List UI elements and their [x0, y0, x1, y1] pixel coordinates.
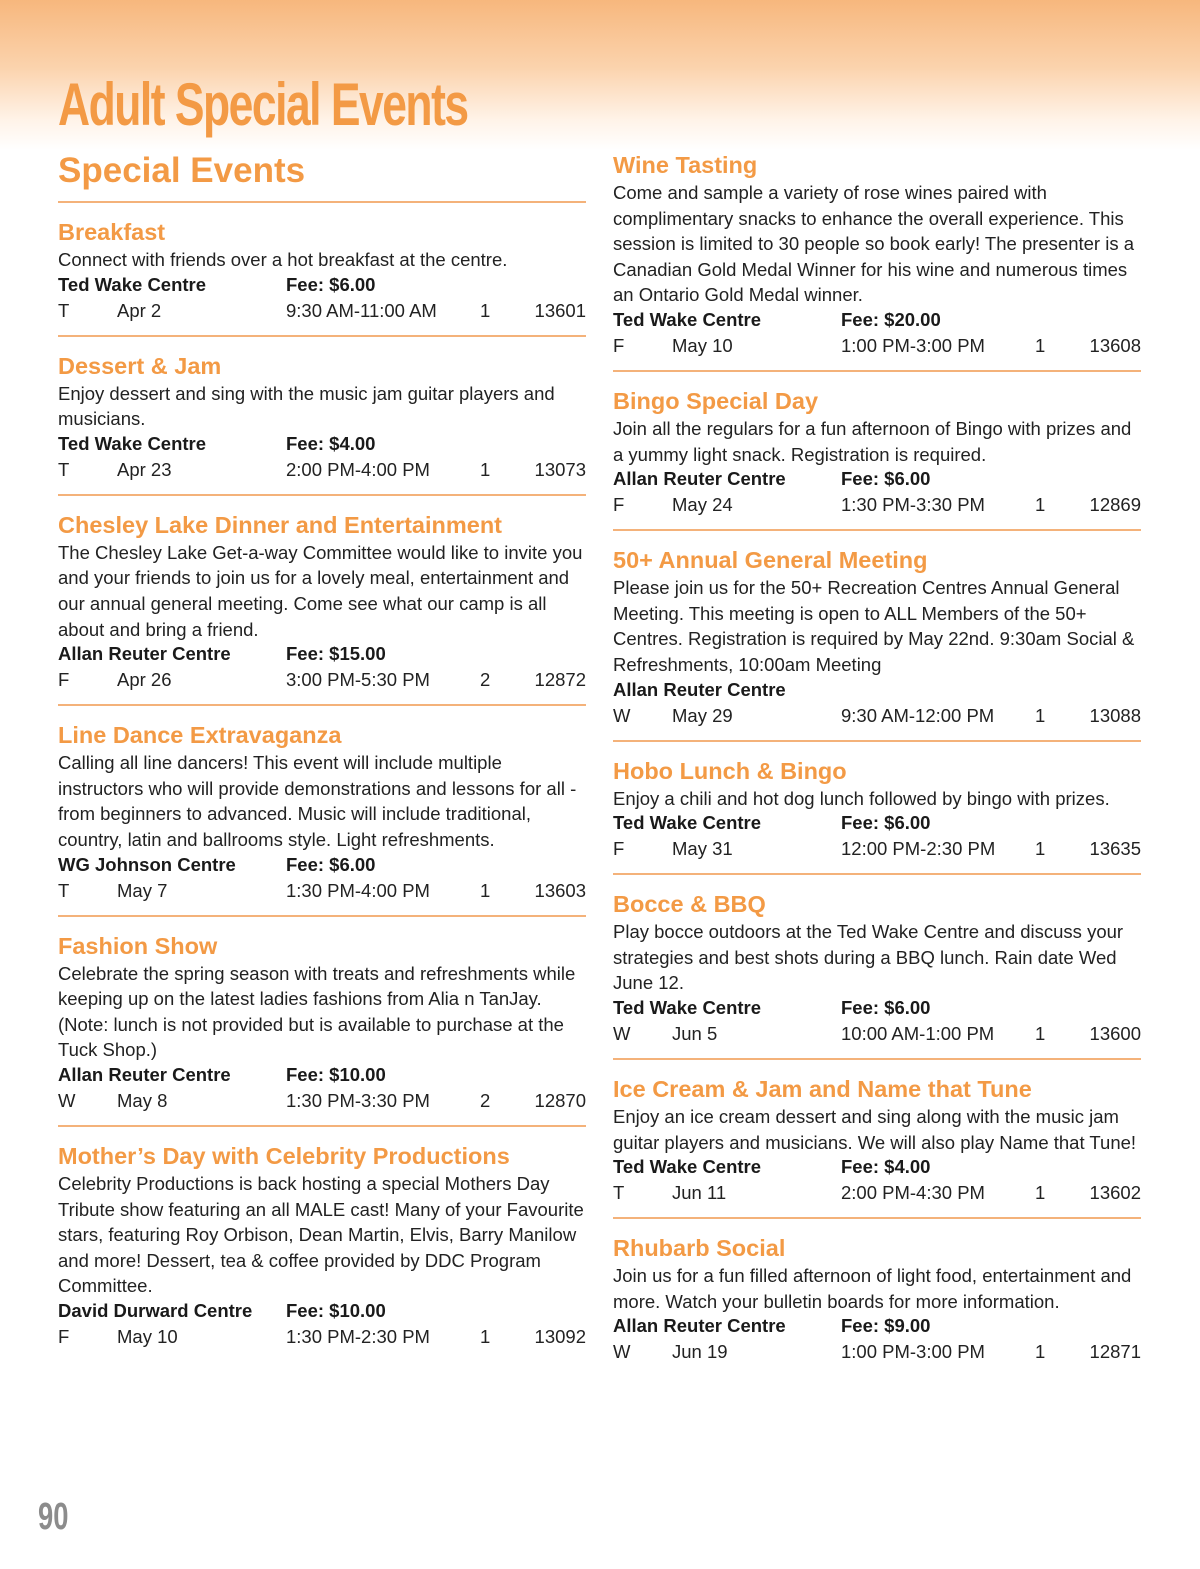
event-date: Jun 11	[672, 1182, 727, 1204]
event-title: Hobo Lunch & Bingo	[613, 757, 847, 784]
event-sessions: 1	[1035, 334, 1046, 356]
event-venue-row	[58, 432, 586, 456]
event-title: Dessert & Jam	[58, 352, 222, 379]
event-title: Ice Cream & Jam and Name that Tune	[613, 1075, 1032, 1102]
event-schedule-row	[58, 1087, 586, 1115]
event-schedule-row	[613, 702, 1141, 730]
event-date: Jun 5	[672, 1022, 718, 1044]
event-schedule-row	[58, 297, 586, 325]
page-title: Adult Special Events	[58, 71, 468, 138]
event-sessions: 2	[480, 669, 491, 691]
event-time: 9:30 AM-11:00 AM	[286, 299, 437, 321]
event-code: 12869	[1089, 494, 1141, 516]
event-description: Enjoy an ice cream dessert and sing along with the music jam guitar players and musicians. We will also play Name that Tune!	[613, 1105, 1137, 1153]
event-venue: David Durward Centre	[58, 1299, 253, 1321]
event-description: Enjoy dessert and sing with the music jam guitar players and musicians.	[58, 382, 555, 430]
event-date: May 31	[672, 838, 733, 860]
event-time: 2:00 PM-4:30 PM	[841, 1182, 985, 1204]
event-sessions: 1	[480, 1325, 491, 1347]
event-sessions: 1	[480, 879, 491, 901]
event-venue: Ted Wake Centre	[58, 432, 207, 454]
event-venue: Ted Wake Centre	[613, 308, 762, 330]
event-venue-row	[613, 996, 1141, 1020]
event-fee: Fee: $6.00	[841, 812, 931, 834]
event-venue-row	[613, 678, 1141, 702]
event-description: The Chesley Lake Get-a-way Committee would like to invite you and your friends to join us for a lovely meal, entertainment and our annual general meeting. Come see what our camp is all about and bring a friend.	[58, 541, 583, 640]
event-venue: WG Johnson Centre	[58, 853, 236, 875]
event-venue: Allan Reuter Centre	[613, 678, 786, 700]
event-title: Bingo Special Day	[613, 387, 819, 414]
event-listing	[613, 889, 1141, 1060]
event-day: T	[613, 1182, 625, 1204]
event-fee: Fee: $15.00	[286, 643, 386, 665]
event-sessions: 1	[480, 299, 491, 321]
event-day: F	[613, 494, 625, 516]
event-listing	[613, 1233, 1141, 1376]
event-listing	[58, 931, 586, 1127]
event-venue-row	[613, 467, 1141, 491]
event-sessions: 1	[1035, 1182, 1046, 1204]
event-day: W	[613, 1022, 631, 1044]
event-schedule-row	[613, 1020, 1141, 1048]
event-listing	[613, 1074, 1141, 1219]
event-sessions: 1	[1035, 1022, 1046, 1044]
event-day: F	[58, 669, 70, 691]
event-time: 9:30 AM-12:00 PM	[841, 704, 995, 726]
event-venue: Ted Wake Centre	[613, 1156, 762, 1178]
event-title: Chesley Lake Dinner and Entertainment	[58, 511, 503, 538]
event-schedule-row	[613, 835, 1141, 863]
event-description: Enjoy a chili and hot dog lunch followed by bingo with prizes.	[613, 787, 1110, 809]
event-fee: Fee: $9.00	[841, 1315, 931, 1337]
event-listing	[613, 545, 1141, 741]
event-listing	[613, 386, 1141, 531]
event-listing	[58, 217, 586, 337]
event-time: 10:00 AM-1:00 PM	[841, 1022, 995, 1044]
event-fee: Fee: $10.00	[286, 1063, 386, 1085]
event-code: 13092	[534, 1325, 586, 1347]
event-venue: Allan Reuter Centre	[613, 468, 786, 490]
event-sessions: 1	[1035, 494, 1046, 516]
event-time: 2:00 PM-4:00 PM	[286, 458, 430, 480]
event-fee: Fee: $6.00	[841, 996, 931, 1018]
event-description: Please join us for the 50+ Recreation Centres Annual General Meeting. This meeting is open to ALL Members of the 50+ Centres. Registration is required by May 22nd. 9:30am Social & Refreshments, 10:00am Meeting	[613, 577, 1135, 675]
event-date: May 8	[117, 1089, 168, 1111]
section-title: Special Events	[58, 150, 586, 203]
right-column	[613, 150, 1141, 1376]
event-schedule-row	[58, 666, 586, 694]
event-date: May 7	[117, 879, 168, 901]
event-date: May 24	[672, 494, 733, 516]
event-title: Wine Tasting	[613, 152, 758, 178]
event-date: Apr 26	[117, 669, 172, 691]
event-code: 13088	[1089, 704, 1141, 726]
event-code: 13635	[1089, 838, 1141, 860]
event-listing	[613, 150, 1141, 372]
event-venue-row	[58, 273, 586, 297]
event-sessions: 2	[480, 1089, 491, 1111]
event-venue-row	[58, 1063, 586, 1087]
event-day: T	[58, 879, 70, 901]
event-title: Breakfast	[58, 219, 166, 245]
event-listing	[58, 1141, 586, 1361]
event-sessions: 1	[1035, 838, 1046, 860]
event-schedule-row	[613, 491, 1141, 519]
event-title: Line Dance Extravaganza	[58, 722, 342, 749]
event-day: F	[58, 1325, 70, 1347]
event-listing	[58, 351, 586, 496]
event-title: Fashion Show	[58, 932, 218, 959]
event-sessions: 1	[1035, 704, 1046, 726]
event-venue: Allan Reuter Centre	[613, 1315, 786, 1337]
event-code: 13601	[534, 299, 586, 321]
event-time: 1:30 PM-2:30 PM	[286, 1325, 430, 1347]
event-title: Rhubarb Social	[613, 1235, 786, 1262]
event-schedule-row	[613, 1179, 1141, 1207]
event-venue: Ted Wake Centre	[58, 273, 207, 295]
left-event-list	[58, 217, 586, 1361]
event-time: 1:30 PM-3:30 PM	[286, 1089, 430, 1111]
event-description: Celebrity Productions is back hosting a special Mothers Day Tribute show featuring an all MALE cast! Many of your Favourite stars, featuring Roy Orbison, Dean Martin, Elvis, Barry Manilow and more! Dessert, tea & coffee provided by DDC Program Committee.	[58, 1172, 584, 1297]
event-venue: Ted Wake Centre	[613, 812, 762, 834]
event-time: 1:00 PM-3:00 PM	[841, 1341, 985, 1363]
event-venue: Allan Reuter Centre	[58, 643, 231, 665]
event-venue-row	[58, 642, 586, 666]
event-listing	[58, 720, 586, 916]
event-description: Celebrate the spring season with treats and refreshments while keeping up on the latest ladies fashions from Alia n TanJay. (Note: lunch is not provided but is available to purchase at the Tuck Shop.)	[58, 962, 576, 1061]
event-title: 50+ Annual General Meeting	[613, 547, 928, 574]
event-day: W	[613, 704, 631, 726]
event-description: Calling all line dancers! This event will include multiple instructors who will provide demonstrations and lessons for all - from beginners to advanced. Music will include traditional, country, latin and ballrooms style. Light refreshments.	[58, 752, 577, 850]
event-code: 12871	[1089, 1341, 1141, 1363]
event-venue-row	[58, 1299, 586, 1323]
event-fee: Fee: $6.00	[841, 468, 931, 490]
right-event-list	[613, 150, 1141, 1376]
event-day: W	[58, 1089, 76, 1111]
event-code: 13602	[1089, 1182, 1141, 1204]
event-schedule-row	[58, 877, 586, 905]
event-code: 13608	[1089, 334, 1141, 356]
event-venue-row	[613, 811, 1141, 835]
event-title: Mother’s Day with Celebrity Productions	[58, 1142, 510, 1169]
event-fee: Fee: $6.00	[286, 273, 376, 295]
event-code: 13600	[1089, 1022, 1141, 1044]
event-day: F	[613, 334, 625, 356]
event-description: Join all the regulars for a fun afternoon of Bingo with prizes and a yummy light snack. Registration is required.	[613, 417, 1132, 465]
event-date: Apr 2	[117, 299, 162, 321]
event-listing	[58, 510, 586, 706]
event-date: Apr 23	[117, 458, 172, 480]
event-title: Bocce & BBQ	[613, 891, 766, 918]
event-listing	[613, 756, 1141, 876]
event-time: 12:00 PM-2:30 PM	[841, 838, 996, 860]
event-schedule-row	[613, 332, 1141, 360]
event-day: W	[613, 1341, 631, 1363]
event-schedule-row	[58, 1323, 586, 1351]
event-sessions: 1	[1035, 1341, 1046, 1363]
event-day: F	[613, 838, 625, 860]
event-venue-row	[58, 853, 586, 877]
event-fee: Fee: $10.00	[286, 1299, 386, 1321]
event-code: 13603	[534, 879, 586, 901]
event-venue-row	[613, 1155, 1141, 1179]
event-code: 12870	[534, 1089, 586, 1111]
event-sessions: 1	[480, 458, 491, 480]
event-fee: Fee: $4.00	[286, 432, 376, 454]
event-venue: Allan Reuter Centre	[58, 1063, 231, 1085]
event-fee: Fee: $20.00	[841, 308, 941, 330]
left-column	[58, 150, 586, 1361]
event-description: Connect with friends over a hot breakfast at the centre.	[58, 249, 508, 270]
event-date: May 10	[117, 1325, 178, 1347]
page-number: 90	[38, 1496, 69, 1538]
event-venue-row	[613, 1314, 1141, 1338]
event-time: 1:30 PM-4:00 PM	[286, 879, 430, 901]
event-code: 12872	[534, 669, 586, 691]
event-time: 1:00 PM-3:00 PM	[841, 334, 985, 356]
event-venue: Ted Wake Centre	[613, 996, 762, 1018]
event-time: 1:30 PM-3:30 PM	[841, 494, 985, 516]
event-schedule-row	[58, 456, 586, 484]
event-fee: Fee: $6.00	[286, 853, 376, 875]
event-description: Join us for a fun filled afternoon of light food, entertainment and more. Watch your bulletin boards for more information.	[613, 1265, 1132, 1312]
event-fee: Fee: $4.00	[841, 1156, 931, 1178]
event-date: May 10	[672, 334, 733, 356]
event-date: Jun 19	[672, 1341, 728, 1363]
event-schedule-row	[613, 1338, 1141, 1366]
event-code: 13073	[534, 458, 586, 480]
event-description: Play bocce outdoors at the Ted Wake Centre and discuss your strategies and best shots during a BBQ lunch. Rain date Wed June 12.	[613, 921, 1124, 994]
event-day: T	[58, 299, 70, 321]
event-day: T	[58, 458, 70, 480]
event-description: Come and sample a variety of rose wines paired with complimentary snacks to enhance the overall experience. This session is limited to 30 people so book early! The presenter is a Canadian Gold Medal Winner for his wine and numerous times an Ontario Gold Medal winner.	[613, 182, 1135, 306]
event-venue-row	[613, 308, 1141, 332]
event-date: May 29	[672, 704, 733, 726]
event-time: 3:00 PM-5:30 PM	[286, 669, 430, 691]
